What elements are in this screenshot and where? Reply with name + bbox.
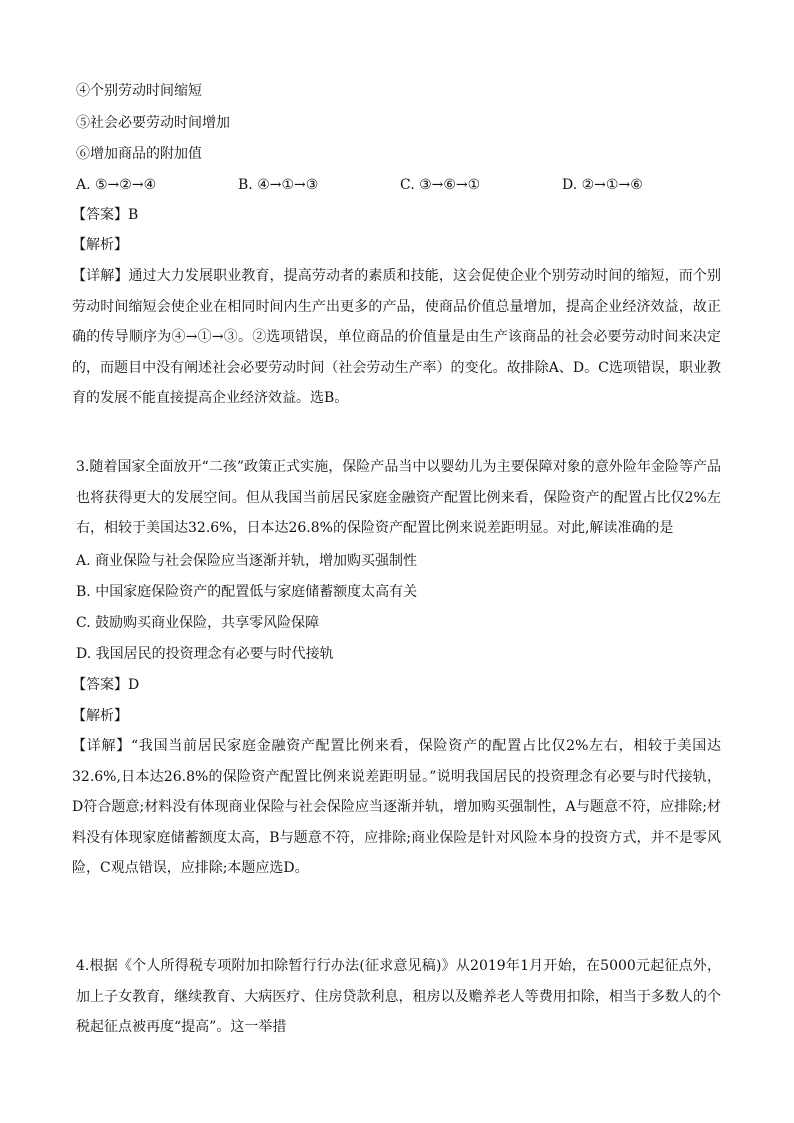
q3-option-d: D. 我国居民的投资理念有必要与时代接轨: [76, 646, 334, 662]
q2-option-c: C. ③→⑥→①: [400, 177, 481, 193]
q3-option-c: C. 鼓励购买商业保险，共享零风险保障: [76, 615, 320, 631]
q2-answer: 【答案】B: [72, 207, 139, 223]
q2-option-a: A. ⑤→②→④: [76, 177, 157, 193]
item-4: ④个别劳动时间缩短: [76, 83, 202, 99]
q2-option-b: B. ④→①→③: [238, 177, 319, 193]
item-5: ⑤社会必要劳动时间增加: [76, 115, 230, 131]
q4-stem: 4.根据《个人所得税专项附加扣除暂行行办法(征求意见稿)》从2019年1月开始，在5000元起征点外，加上子女教育，继续教育、大病医疗、住房贷款利息，租房以及赡养老人等费用扣除，相当于多数人的个税起征点被再度“提高”。这一举措: [76, 958, 721, 1035]
q3-option-b: B. 中国家庭保险资产的配置低与家庭储蓄额度太高有关: [76, 584, 418, 600]
q3-analysis-label: 【解析】: [72, 708, 128, 724]
q3-stem: 3.随着国家全面放开“二孩”政策正式实施，保险产品当中以婴幼儿为主要保障对象的意外险年金险等产品也将获得更大的发展空间。但从我国当前居民家庭金融资产配置比例来看，保险资产的配置占比仅2%左右，相较于美国达32.6%，日本达26.8%的保险资产配置比例来说差距明显。对此,解读准确的是: [76, 459, 721, 536]
q2-analysis-label: 【解析】: [72, 237, 128, 253]
q2-option-d: D. ②→①→⑥: [562, 177, 643, 193]
q3-detail: 【详解】“我国当前居民家庭金融资产配置比例来看，保险资产的配置占比仅2%左右，相较于美国达32.6%,日本达26.8%的保险资产配置比例来说差距明显。”说明我国居民的投资理念有必要与时代接轨，D符合题意;材料没有体现商业保险与社会保险应当逐渐并轨，增加购买强制性，A与题意不符，应排除;材料没有体现家庭储蓄额度太高，B与题意不符，应排除;商业保险是针对风险本身的投资方式，并不是零风险，C观点错误，应排除;本题应选D。: [72, 738, 721, 876]
q3-option-a: A. 商业保险与社会保险应当逐渐并轨，增加购买强制性: [76, 553, 418, 569]
item-6: ⑥增加商品的附加值: [76, 146, 202, 162]
q3-answer: 【答案】D: [72, 677, 140, 693]
q2-detail: 【详解】通过大力发展职业教育，提高劳动者的素质和技能，这会促使企业个别劳动时间的缩短，而个别劳动时间缩短会使企业在相同时间内生产出更多的产品，使商品价值总量增加，提高企业经济效益，故正确的传导顺序为④→①→③。②选项错误，单位商品的价值量是由生产该商品的社会必要劳动时间来决定的，而题目中没有阐述社会必要劳动时间（社会劳动生产率）的变化。故排除A、D。C选项错误，职业教育的发展不能直接提高企业经济效益。选B。: [72, 268, 721, 406]
